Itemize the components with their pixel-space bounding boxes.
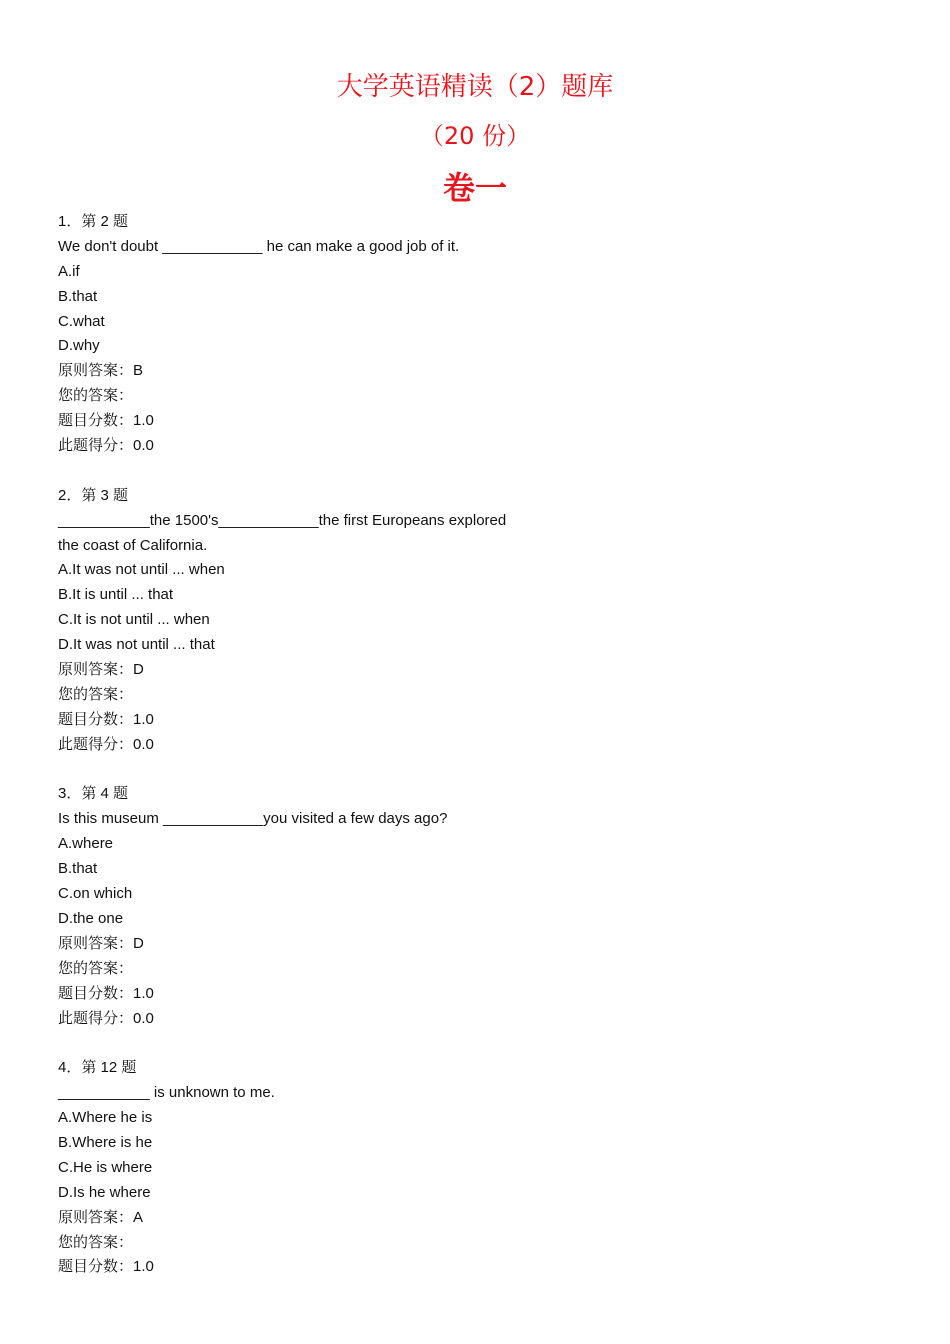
option-c: C.on which [58,885,133,903]
option-d: D.why [58,337,100,355]
question-score: 题目分数：1.0 [58,412,154,430]
option-b: B.It is until ... that [58,586,174,604]
option-c: C.what [58,312,105,330]
option-a: A.Where he is [58,1109,153,1127]
question-stem-continued: the coast of California. [58,536,208,554]
option-b: B.Where is he [58,1133,153,1151]
question-header: 4．第 12 题 [58,1059,137,1077]
question-stem: We don't doubt ____________ he can make a good job of it. [58,237,460,255]
question-score: 题目分数：1.0 [58,710,154,728]
earned-score: 此题得分：0.0 [58,437,154,455]
your-answer: 您的答案： [58,387,134,405]
option-d: D.the one [58,909,124,927]
question-item [58,484,898,758]
option-c: C.He is where [58,1158,153,1176]
standard-answer: 原则答案：D [58,934,144,952]
standard-answer: 原则答案：B [58,362,144,380]
question-stem: ___________the 1500's____________the first Europeans explored [58,511,507,529]
option-d: D.Is he where [58,1183,151,1201]
question-header: 1．第 2 题 [58,213,129,230]
option-a: A.It was not until ... when [58,561,225,579]
option-a: A.if [58,262,80,280]
document-subtitle: （20 份） [419,122,531,150]
standard-answer: 原则答案：A [58,1208,144,1226]
question-score: 题目分数：1.0 [58,1258,154,1276]
question-score: 题目分数：1.0 [58,984,154,1002]
question-stem: ___________ is unknown to me. [58,1084,275,1102]
option-a: A.where [58,835,114,853]
option-b: B.that [58,287,98,305]
option-b: B.that [58,860,98,878]
your-answer: 您的答案： [58,959,134,977]
earned-score: 此题得分：0.0 [58,1009,154,1027]
your-answer: 您的答案： [58,685,134,703]
standard-answer: 原则答案：D [58,661,144,679]
question-item [58,782,898,1031]
question-header: 2．第 3 题 [58,486,129,504]
earned-score: 此题得分：0.0 [58,735,154,753]
volume-heading: 卷一 [442,169,507,207]
question-list [58,210,898,1280]
question-stem: Is this museum ____________you visited a few days ago? [58,810,448,828]
your-answer: 您的答案： [58,1233,134,1251]
question-header: 3．第 4 题 [58,785,129,803]
question-item [58,1056,898,1280]
document-title: 大学英语精读（2）题库 [336,72,614,102]
option-d: D.It was not until ... that [58,636,215,654]
option-c: C.It is not until ... when [58,611,210,629]
question-item [58,210,898,459]
